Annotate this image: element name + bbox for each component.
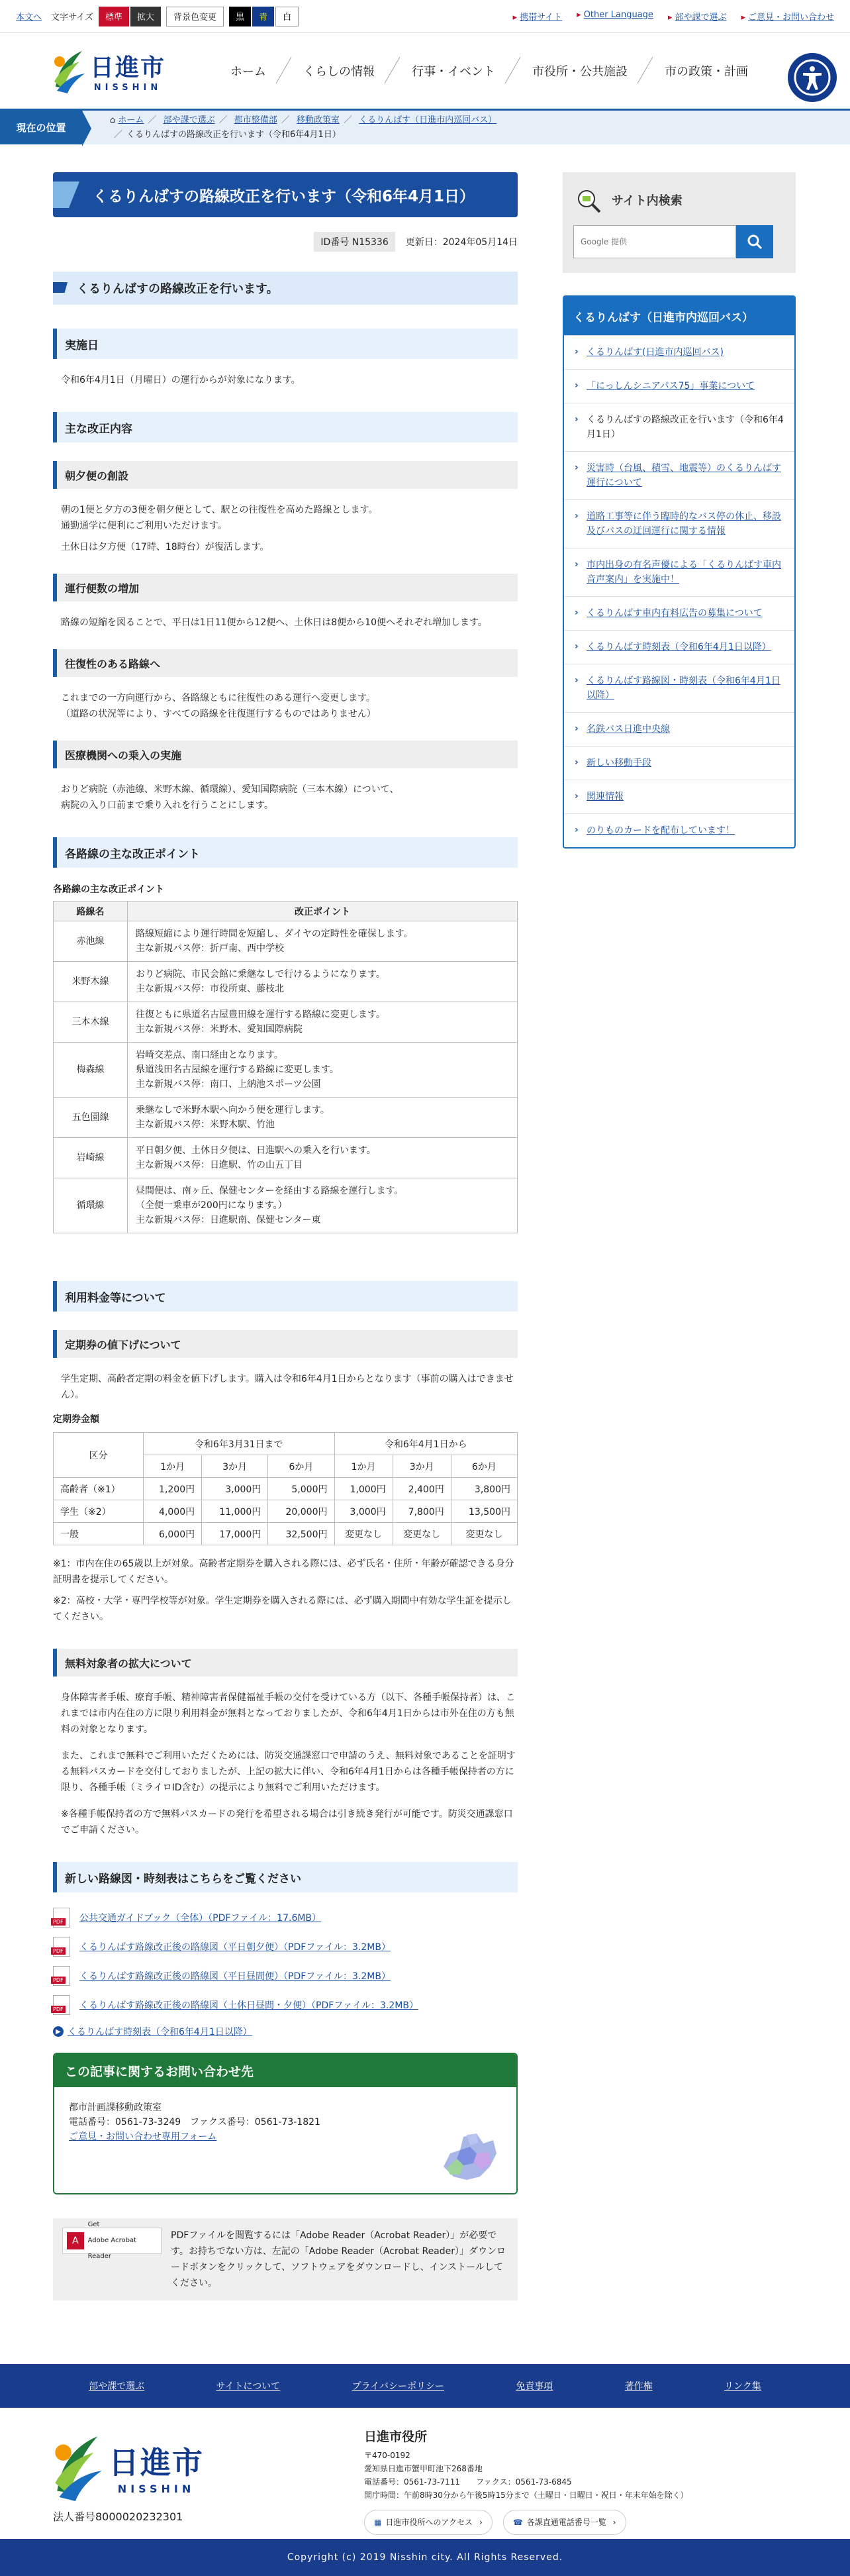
free-text-1: 身体障害者手帳、療育手帳、精神障害者保健福祉手帳の交付を受けている方（以下、各種手帳保持者）は、これまでは市内在住の方に限り利用料金が無料となっておりましたが、令和6年4月1日からは市外在住の方も無料の対象となります。 (61, 1692, 515, 1735)
category-nav-item (564, 596, 794, 630)
points-header-point: 改正ポイント (128, 902, 518, 921)
pdf-icon (53, 1937, 70, 1957)
font-large-button[interactable]: 拡大 (130, 7, 161, 26)
points-caption: 各路線の主な改正ポイント (53, 884, 164, 895)
category-nav-link[interactable]: 市内出身の有名声優による「くるりんばす車内音声案内」を実施中！ (587, 560, 781, 585)
footer-link[interactable]: 免責事項 (516, 2381, 553, 2392)
route-point-line: 主な新規バス停：米野木駅、竹池 (136, 1119, 275, 1130)
route-point-line: 岩崎交差点、南口経由となります。 (136, 1050, 283, 1060)
gnav-policy[interactable]: 市の政策・計画 (646, 62, 767, 79)
logo-text: 日進市 (90, 54, 166, 81)
route-points (128, 1178, 518, 1233)
category-nav-item (564, 746, 794, 780)
route-point-line: 主な新規バス停：日進駅南、保健センター東 (136, 1215, 321, 1225)
route-point-line: 乗継なしで米野木駅へ向かう便を運行します。 (136, 1105, 330, 1115)
search-icon (747, 234, 763, 250)
logo-mark-icon (53, 47, 87, 95)
note-2: ※2：高校・大学・専門学校等が対象。学生定期券を購入される際には、必ず購入期間中有効な学生証を提示してください。 (53, 1596, 512, 1622)
footer-logo (53, 2430, 225, 2503)
table-row (54, 1043, 518, 1098)
category-nav-link[interactable]: 災害時（台風、積雪、地震等）のくるりんばす運行について (587, 463, 781, 488)
acrobat-badge-get: Get (87, 2221, 100, 2228)
route-points (128, 1002, 518, 1043)
fare-table (53, 1432, 518, 1545)
category-nav-link[interactable]: 名鉄バス日進中央線 (587, 724, 670, 735)
contact-form-link[interactable]: ご意見・お問い合わせ専用フォーム (69, 2132, 217, 2142)
contact-dept: 都市計画課移動政策室 (69, 2102, 162, 2113)
logo-mark-icon (53, 2430, 106, 2503)
updated-date: 更新日：2024年05月14日 (405, 237, 518, 248)
contact-title: この記事に関するお問い合わせ先 (54, 2054, 516, 2087)
office-tel: 電話番号：0561-73-7111 ファクス：0561-73-6845 (364, 2477, 572, 2487)
search-input[interactable] (573, 225, 736, 258)
gnav-life[interactable]: くらしの情報 (285, 62, 393, 79)
footer-info (0, 2408, 850, 2539)
breadcrumb-category[interactable]: くるりんばす（日進市内巡回バス） (359, 115, 497, 125)
acrobat-badge-text: Adobe Acrobat Reader (87, 2237, 137, 2260)
arrow-right-icon: ▶ (53, 2026, 64, 2037)
route-point-line: （全便一乗車が200円になります。） (136, 1200, 287, 1211)
gnav-home[interactable]: ホーム (230, 65, 266, 79)
points-header-route: 路線名 (54, 902, 128, 921)
breadcrumb-dept[interactable]: 都市整備部 (234, 115, 277, 125)
table-row (54, 1478, 518, 1500)
category-nav-item (564, 780, 794, 813)
footer-link[interactable]: プライバシーポリシー (352, 2381, 444, 2392)
table-row (54, 1500, 518, 1523)
fare-value: 5,000円 (268, 1478, 334, 1500)
route-point-line: 主な新規バス停：日進駅、竹の山五丁目 (136, 1160, 303, 1170)
font-standard-button[interactable]: 標準 (99, 7, 129, 26)
footer-link[interactable]: サイトについて (216, 2381, 281, 2392)
dept-phone-button[interactable] (503, 2510, 626, 2535)
footer-link[interactable]: 著作権 (624, 2381, 653, 2392)
morning-text-2: 通勤通学に便利にご利用いただけます。 (61, 521, 227, 531)
building-icon: ▦ (374, 2518, 382, 2527)
table-row (54, 1002, 518, 1043)
fare-period: 1か月 (144, 1455, 202, 1478)
table-row (54, 921, 518, 962)
site-search (563, 172, 796, 273)
category-nav-item (564, 335, 794, 369)
fare-period: 3か月 (393, 1455, 451, 1478)
fare-value: 3,000円 (202, 1478, 268, 1500)
increase-heading: 運行便数の増加 (53, 574, 518, 601)
fare-period: 6か月 (451, 1455, 517, 1478)
route-point-line: 主な新規バス停：折戸南、西中学校 (136, 943, 284, 954)
route-points (128, 1098, 518, 1138)
fare-category: 学生（※2） (54, 1500, 144, 1523)
route-point-line: 主な新規バス停：南口、上納池スポーツ公園 (136, 1079, 321, 1090)
table-row (54, 1138, 518, 1178)
points-heading: 各路線の主な改正ポイント (53, 837, 518, 868)
gnav-events[interactable]: 行事・イベント (393, 62, 514, 79)
corp-number: 法人番号8000020232301 (53, 2510, 183, 2523)
fare-value: 6,000円 (144, 1523, 202, 1545)
search-button[interactable] (736, 225, 773, 258)
route-points (128, 1043, 518, 1098)
fare-value: 20,000円 (268, 1500, 334, 1523)
breadcrumb-section[interactable]: 部や課で選ぶ (163, 115, 215, 125)
copyright: Copyright (c) 2019 Nisshin city. All Rights Reserved. (0, 2539, 850, 2576)
route-point-line: 主な新規バス停：米野木、愛知国際病院 (136, 1024, 303, 1035)
timetable-link[interactable]: くるりんばす時刻表（令和6年4月1日以降） (68, 2027, 252, 2037)
roundtrip-heading: 往復性のある路線へ (53, 649, 518, 677)
fare-value: 11,000円 (202, 1500, 268, 1523)
lead-heading: くるりんばすの路線改正を行います。 (53, 272, 518, 305)
route-point-line: 平日朝夕便、土休日夕便は、日進駅への乗入を行います。 (136, 1145, 376, 1156)
hospital-heading: 医療機関への乗入の実施 (53, 741, 518, 768)
inquiry-link[interactable]: ▸ ご意見・お問い合わせ (741, 10, 834, 23)
morning-heading: 朝夕便の創設 (53, 461, 518, 489)
fare-period: 3か月 (202, 1455, 268, 1478)
table-row (54, 1098, 518, 1138)
route-point-line: 路線短縮により運行時間を短縮し、ダイヤの定時性を確保します。 (136, 929, 413, 939)
bg-black-button[interactable]: 黒 (229, 7, 251, 26)
page-title: くるりんばすの路線改正を行います（令和6年4月1日） (53, 172, 518, 217)
font-size-label: 文字サイズ (51, 13, 93, 23)
category-nav-item (564, 369, 794, 403)
category-nav-link[interactable]: くるりんばす時刻表（令和6年4月1日以降） (587, 642, 771, 652)
route-point-line: 県道浅田名古屋線を運行する路線に変更します。 (136, 1064, 339, 1075)
route-name: 岩崎線 (54, 1138, 128, 1178)
category-nav-item (564, 813, 794, 847)
breadcrumb-office[interactable]: 移動政策室 (296, 115, 340, 125)
category-nav-item-current (564, 403, 794, 451)
document-item[interactable] (53, 1961, 518, 1990)
bg-color-label: 背景色変更 (166, 7, 224, 26)
maps-heading: 新しい路線図・時刻表はこちらをご覧ください (53, 1862, 518, 1892)
site-header (0, 33, 850, 109)
category-nav-title: くるりんばす（日進市内巡回バス） (564, 297, 794, 335)
search-mascot-icon (573, 184, 606, 216)
fare-category: 一般 (54, 1523, 144, 1545)
category-nav-item (564, 451, 794, 499)
pass-caption: 定期券金額 (53, 1414, 99, 1425)
site-logo[interactable] (53, 47, 185, 95)
map-icon (430, 2114, 503, 2187)
table-row (54, 1178, 518, 1233)
office-name: 日進市役所 (364, 2430, 428, 2444)
sidebar (563, 172, 796, 2300)
route-name: 三本木線 (54, 1002, 128, 1043)
note-1: ※1：市内在住の65歳以上が対象。高齢者定期券を購入される際には、必ず氏名・住所・年齢が確認できる身分証明書を提示してください。 (53, 1559, 514, 1585)
document-link[interactable]: 公共交通ガイドブック（全体）（PDFファイル：17.6MB） (79, 1913, 322, 1924)
route-point-line: 往復ともに県道名古屋豊田線を運行する路線に変更します。 (136, 1009, 385, 1020)
main-content (53, 172, 518, 2300)
route-points (128, 1138, 518, 1178)
mobile-site-link[interactable]: ▸ 携帯サイト (513, 10, 563, 23)
contact-box (53, 2053, 518, 2194)
office-zip: 〒470-0192 (364, 2451, 410, 2460)
acrobat-text: PDFファイルを閲覧するには「Adobe Reader（Acrobat Reader）」が必要です。お持ちでない方は、左記の「Adobe Reader（Acrobat Reader）」ダウンロードボタンをクリックして、ソフトウェアをダウンロードし、インストールしてください。 (171, 2230, 506, 2289)
fare-value: 13,500円 (451, 1500, 517, 1523)
document-link[interactable]: くるりんばす路線改正後の路線図（平日昼間便）（PDFファイル：3.2MB） (79, 1971, 391, 1982)
route-points (128, 921, 518, 962)
fare-value: 4,000円 (144, 1500, 202, 1523)
breadcrumb-label: 現在の位置 (0, 111, 82, 144)
utility-links (513, 10, 834, 23)
fare-value: 変更なし (393, 1523, 451, 1545)
pdf-icon (53, 1908, 70, 1928)
document-list (53, 1903, 518, 2043)
route-name: 梅森線 (54, 1043, 128, 1098)
main-changes-heading: 主な改正内容 (53, 412, 518, 442)
route-name: 五色園線 (54, 1098, 128, 1138)
chevron-right-icon: › (479, 2518, 483, 2527)
category-nav (563, 295, 796, 849)
bg-white-button[interactable]: 白 (275, 7, 299, 26)
pass-text: 学生定期、高齢者定期の料金を値下げします。購入は令和6年4月1日からとなります（事前の購入はできません）。 (61, 1374, 514, 1400)
breadcrumb-current: くるりんばすの路線改正を行います（令和6年4月1日） (126, 130, 341, 140)
footer-logo-text-en: NISSHIN (117, 2482, 195, 2495)
route-point-line: 昼間便は、南ヶ丘、保健センターを経由する路線を運行します。 (136, 1186, 404, 1196)
document-item[interactable] (53, 1903, 518, 1932)
by-section-link[interactable]: ▸ 部や課で選ぶ (668, 10, 727, 23)
category-nav-link[interactable]: くるりんばす路線図・時刻表（令和6年4月1日以降） (587, 676, 780, 701)
other-language-link[interactable]: ▸ Other Language (577, 10, 653, 23)
page-id: ID番号 N15336 (314, 232, 395, 252)
fare-header-before: 令和6年3月31日まで (144, 1433, 335, 1455)
fare-value: 3,000円 (334, 1500, 393, 1523)
table-row (54, 962, 518, 1002)
footer-link[interactable]: リンク集 (724, 2381, 761, 2392)
fare-value: 1,200円 (144, 1478, 202, 1500)
category-nav-item (564, 712, 794, 746)
route-points (128, 962, 518, 1002)
pass-heading: 定期券の値下げについて (53, 1330, 518, 1358)
phone-icon: ☎ (512, 2518, 523, 2527)
chevron-right-icon: › (612, 2518, 616, 2527)
skip-link[interactable]: 本文へ (16, 13, 42, 23)
breadcrumb-home[interactable]: ホーム (118, 115, 144, 125)
increase-text: 路線の短縮を図ることで、平日は1日11便から12便へ、土休日は8便から10便へそれぞれ増加します。 (61, 617, 487, 628)
fare-value: 32,500円 (268, 1523, 334, 1545)
route-name: 赤池線 (54, 921, 128, 962)
fare-period: 1か月 (334, 1455, 393, 1478)
category-nav-link[interactable]: 道路工事等に伴う臨時的なバス停の休止、移設及びバスの迂回運行に関する情報 (587, 511, 781, 537)
document-item[interactable] (53, 1932, 518, 1961)
logo-text-en: NISSHIN (93, 83, 162, 93)
category-nav-item (564, 548, 794, 596)
acrobat-download-button[interactable] (62, 2221, 162, 2260)
timetable-link-row[interactable] (53, 2020, 518, 2043)
points-table (53, 901, 518, 1233)
free-heading: 無料対象者の拡大について (53, 1649, 518, 1676)
morning-text: 朝の1便と夕方の3便を朝夕便として、駅との往復性を高めた路線とします。 (61, 505, 378, 515)
category-nav-link[interactable]: 新しい移動手段 (587, 758, 651, 768)
category-nav-link[interactable]: くるりんばす(日進市内巡回バス) (587, 347, 724, 358)
footer-link[interactable]: 部や課で選ぶ (89, 2381, 145, 2392)
gnav-facilities[interactable]: 市役所・公共施設 (514, 62, 646, 79)
route-name: 米野木線 (54, 962, 128, 1002)
fare-value: 2,400円 (393, 1478, 451, 1500)
hospital-text-2: 病院の入り口前まで乗り入れを行うことにします。 (61, 800, 273, 811)
category-nav-item (564, 499, 794, 548)
category-nav-link[interactable]: のりものカードを配布しています！ (587, 825, 735, 836)
route-point-line: おりど病院、市民会館に乗継なしで行けるようになります。 (136, 969, 385, 980)
footer-nav (0, 2364, 850, 2408)
route-name: 循環線 (54, 1178, 128, 1233)
fare-value: 3,800円 (451, 1478, 517, 1500)
fare-period: 6か月 (268, 1455, 334, 1478)
search-title: サイト内検索 (612, 194, 683, 208)
fare-header-after: 令和6年4月1日から (334, 1433, 518, 1455)
roundtrip-note: （道路の状況等により、すべての路線を往復運行するものではありません） (61, 709, 376, 719)
fare-category: 高齢者（※1） (54, 1478, 144, 1500)
free-text-2: また、これまで無料でご利用いただくためには、防災交通課窓口で申請のうえ、無料対象であることを証明する無料パスカードを交付しておりましたが、上記の拡大に伴い、令和6年4月1日からは各種手帳保持者の方に限り、各種手帳（ミライロID含む）の提示により無料でご利用いただけます。 (61, 1751, 516, 1793)
roundtrip-text: これまでの一方向運行から、各路線ともに往復性のある運行へ変更します。 (61, 693, 375, 703)
utility-bar (0, 0, 850, 33)
contact-phone: 電話番号：0561-73-3249 ファクス番号：0561-73-1821 (69, 2117, 320, 2128)
access-button-label: 日進市役所へのアクセス (385, 2518, 473, 2527)
category-nav-link[interactable]: 関連情報 (587, 792, 624, 802)
dept-phone-button-label: 各課直通電話番号一覧 (526, 2518, 606, 2527)
fare-value: 変更なし (451, 1523, 517, 1545)
fare-value: 17,000円 (202, 1523, 268, 1545)
bg-blue-button[interactable]: 青 (252, 7, 274, 26)
morning-weekend-text: 土休日は夕方便（17時、18時台）が復活します。 (61, 542, 269, 552)
category-nav-item (564, 664, 794, 712)
fare-value: 1,000円 (334, 1478, 393, 1500)
home-icon: ⌂ (110, 115, 116, 125)
document-link[interactable]: くるりんばす路線改正後の路線図（土休日昼間・夕便）（PDFファイル：3.2MB） (79, 2000, 418, 2011)
table-row (54, 1523, 518, 1545)
accessibility-icon[interactable] (788, 53, 837, 102)
fare-value: 変更なし (334, 1523, 393, 1545)
document-item[interactable] (53, 1990, 518, 2020)
access-button[interactable] (364, 2510, 493, 2535)
acrobat-notice (53, 2218, 518, 2300)
pdf-icon (53, 1966, 70, 1986)
category-nav-item (564, 630, 794, 664)
pdf-icon (53, 1995, 70, 2015)
acrobat-icon: A (67, 2232, 84, 2249)
breadcrumb: 現在の位置 ⌂ ホーム ／ 部や課で選ぶ ／ 都市整備部 ／ 移動政策室 ／ くるりんばす（日進市内巡回バス） ／ くるりんばすの路線改正を行います（令和6年4月1日） (0, 109, 850, 144)
category-nav-link[interactable]: 「にっしんシニアパス75」事業について (587, 381, 755, 391)
office-hours: 開庁時間：午前8時30分から午後5時15分まで（土曜日・日曜日・祝日・年末年始を除く） (364, 2491, 688, 2500)
free-text-3: ※各種手帳保持者の方で無料パスカードの発行を希望される場合は引き続き発行が可能です。防災交通課窓口でご申請ください。 (61, 1809, 513, 1835)
route-point-line: 主な新規バス停：市役所東、藤枝北 (136, 984, 284, 994)
category-nav-link[interactable]: くるりんばす車内有料広告の募集について (587, 608, 763, 619)
document-link[interactable]: くるりんばす路線改正後の路線図（平日朝夕便）（PDFファイル：3.2MB） (79, 1942, 391, 1953)
fee-heading: 利用料金等について (53, 1281, 518, 1312)
office-address: 愛知県日進市蟹甲町池下268番地 (364, 2464, 483, 2473)
impl-date-text: 令和6年4月1日（月曜日）の運行からが対象になります。 (61, 375, 301, 386)
global-nav (212, 62, 767, 79)
footer-logo-text: 日進市 (109, 2444, 204, 2481)
category-nav-current: くるりんばすの路線改正を行います（令和6年4月1日） (587, 415, 784, 440)
impl-date-heading: 実施日 (53, 329, 518, 359)
fare-value: 7,800円 (393, 1500, 451, 1523)
hospital-text: おりど病院（赤池線、米野木線、循環線）、愛知国際病院（三本木線）について、 (61, 784, 399, 795)
fare-header-kubun: 区分 (54, 1433, 144, 1478)
